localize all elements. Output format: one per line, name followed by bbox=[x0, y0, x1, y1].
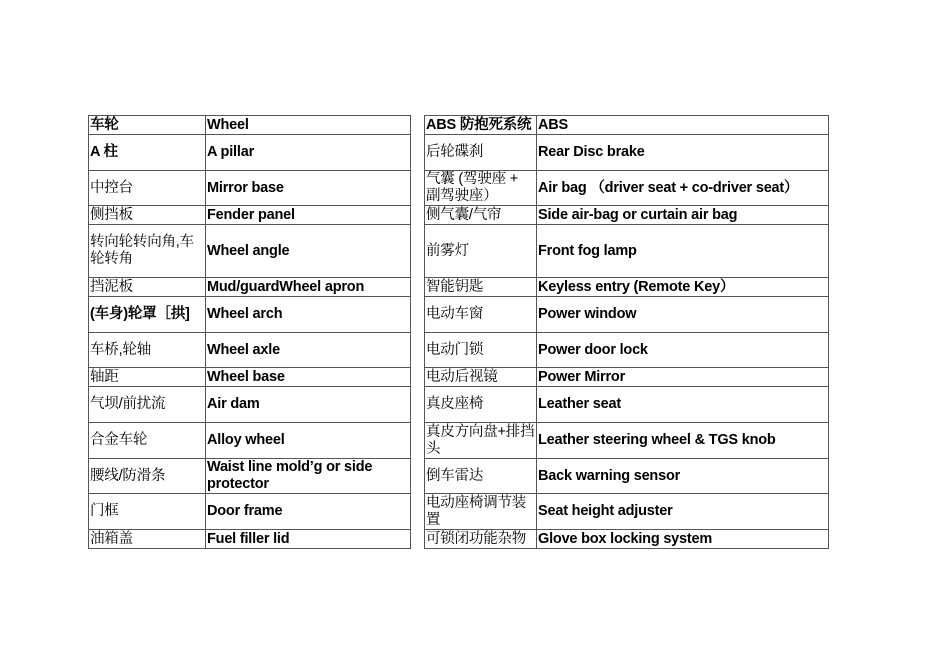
english-term-cell: ABS bbox=[537, 116, 829, 135]
chinese-term-cell: (车身)轮罩［拱] bbox=[89, 297, 206, 333]
chinese-term-cell: 真皮方向盘+排挡头 bbox=[425, 423, 537, 459]
chinese-term-cell: ABS 防抱死系统 bbox=[425, 116, 537, 135]
table-row bbox=[425, 494, 829, 530]
english-term-cell: Door frame bbox=[206, 494, 411, 530]
glossary-table-left bbox=[88, 115, 411, 549]
english-term-cell: Air bag （driver seat + co-driver seat） bbox=[537, 171, 829, 206]
english-term-cell: Power Mirror bbox=[537, 368, 829, 387]
table-row bbox=[89, 368, 411, 387]
chinese-term-cell: 电动门锁 bbox=[425, 333, 537, 368]
table-row bbox=[89, 333, 411, 368]
chinese-term-cell: 可锁闭功能杂物 bbox=[425, 530, 537, 549]
english-term-cell: Alloy wheel bbox=[206, 423, 411, 459]
english-term-cell: Leather seat bbox=[537, 387, 829, 423]
table-row bbox=[89, 387, 411, 423]
table-row bbox=[425, 297, 829, 333]
table-row bbox=[89, 116, 411, 135]
chinese-term-cell: 气囊 (驾驶座 + 副驾驶座） bbox=[425, 171, 537, 206]
table-row bbox=[89, 423, 411, 459]
table-row bbox=[425, 171, 829, 206]
chinese-term-cell: 车轮 bbox=[89, 116, 206, 135]
table-row bbox=[89, 171, 411, 206]
english-term-cell: Glove box locking system bbox=[537, 530, 829, 549]
chinese-term-cell: 合金车轮 bbox=[89, 423, 206, 459]
chinese-term-cell: 转向轮转向角,车轮转角 bbox=[89, 225, 206, 278]
table-row bbox=[425, 530, 829, 549]
english-term-cell: Power window bbox=[537, 297, 829, 333]
english-term-cell: Wheel bbox=[206, 116, 411, 135]
table-row bbox=[425, 423, 829, 459]
english-term-cell: Keyless entry (Remote Key） bbox=[537, 278, 829, 297]
glossary-table-right bbox=[424, 115, 829, 549]
chinese-term-cell: 真皮座椅 bbox=[425, 387, 537, 423]
chinese-term-cell: 挡泥板 bbox=[89, 278, 206, 297]
table-row bbox=[425, 333, 829, 368]
english-term-cell: Power door lock bbox=[537, 333, 829, 368]
chinese-term-cell: 电动座椅调节装置 bbox=[425, 494, 537, 530]
english-term-cell: Mirror base bbox=[206, 171, 411, 206]
chinese-term-cell: 侧挡板 bbox=[89, 206, 206, 225]
table-row bbox=[89, 494, 411, 530]
table-row bbox=[89, 225, 411, 278]
english-term-cell: Mud/guardWheel apron bbox=[206, 278, 411, 297]
chinese-term-cell: 电动车窗 bbox=[425, 297, 537, 333]
chinese-term-cell: A 柱 bbox=[89, 135, 206, 171]
chinese-term-cell: 侧气囊/气帘 bbox=[425, 206, 537, 225]
english-term-cell: Front fog lamp bbox=[537, 225, 829, 278]
table-row bbox=[425, 459, 829, 494]
english-term-cell: Side air-bag or curtain air bag bbox=[537, 206, 829, 225]
chinese-term-cell: 车桥,轮轴 bbox=[89, 333, 206, 368]
chinese-term-cell: 智能钥匙 bbox=[425, 278, 537, 297]
english-term-cell: Air dam bbox=[206, 387, 411, 423]
table-row bbox=[425, 368, 829, 387]
table-row bbox=[425, 387, 829, 423]
english-term-cell: A pillar bbox=[206, 135, 411, 171]
chinese-term-cell: 轴距 bbox=[89, 368, 206, 387]
chinese-term-cell: 油箱盖 bbox=[89, 530, 206, 549]
table-row bbox=[89, 297, 411, 333]
table-row bbox=[425, 206, 829, 225]
table-row bbox=[425, 225, 829, 278]
table-row bbox=[425, 116, 829, 135]
chinese-term-cell: 腰线/防滑条 bbox=[89, 459, 206, 494]
chinese-term-cell: 倒车雷达 bbox=[425, 459, 537, 494]
english-term-cell: Wheel arch bbox=[206, 297, 411, 333]
table-row bbox=[425, 135, 829, 171]
table-row bbox=[89, 278, 411, 297]
table-row bbox=[89, 206, 411, 225]
english-term-cell: Fuel filler lid bbox=[206, 530, 411, 549]
chinese-term-cell: 电动后视镜 bbox=[425, 368, 537, 387]
chinese-term-cell: 门框 bbox=[89, 494, 206, 530]
table-row bbox=[89, 530, 411, 549]
chinese-term-cell: 中控台 bbox=[89, 171, 206, 206]
english-term-cell: Back warning sensor bbox=[537, 459, 829, 494]
chinese-term-cell: 前雾灯 bbox=[425, 225, 537, 278]
table-row bbox=[89, 135, 411, 171]
english-term-cell: Seat height adjuster bbox=[537, 494, 829, 530]
english-term-cell: Fender panel bbox=[206, 206, 411, 225]
english-term-cell: Wheel base bbox=[206, 368, 411, 387]
english-term-cell: Leather steering wheel & TGS knob bbox=[537, 423, 829, 459]
chinese-term-cell: 气坝/前扰流 bbox=[89, 387, 206, 423]
chinese-term-cell: 后轮碟刹 bbox=[425, 135, 537, 171]
table-row bbox=[89, 459, 411, 494]
table-row bbox=[425, 278, 829, 297]
english-term-cell: Wheel axle bbox=[206, 333, 411, 368]
english-term-cell: Waist line mold’g or side protector bbox=[206, 459, 411, 494]
english-term-cell: Rear Disc brake bbox=[537, 135, 829, 171]
english-term-cell: Wheel angle bbox=[206, 225, 411, 278]
